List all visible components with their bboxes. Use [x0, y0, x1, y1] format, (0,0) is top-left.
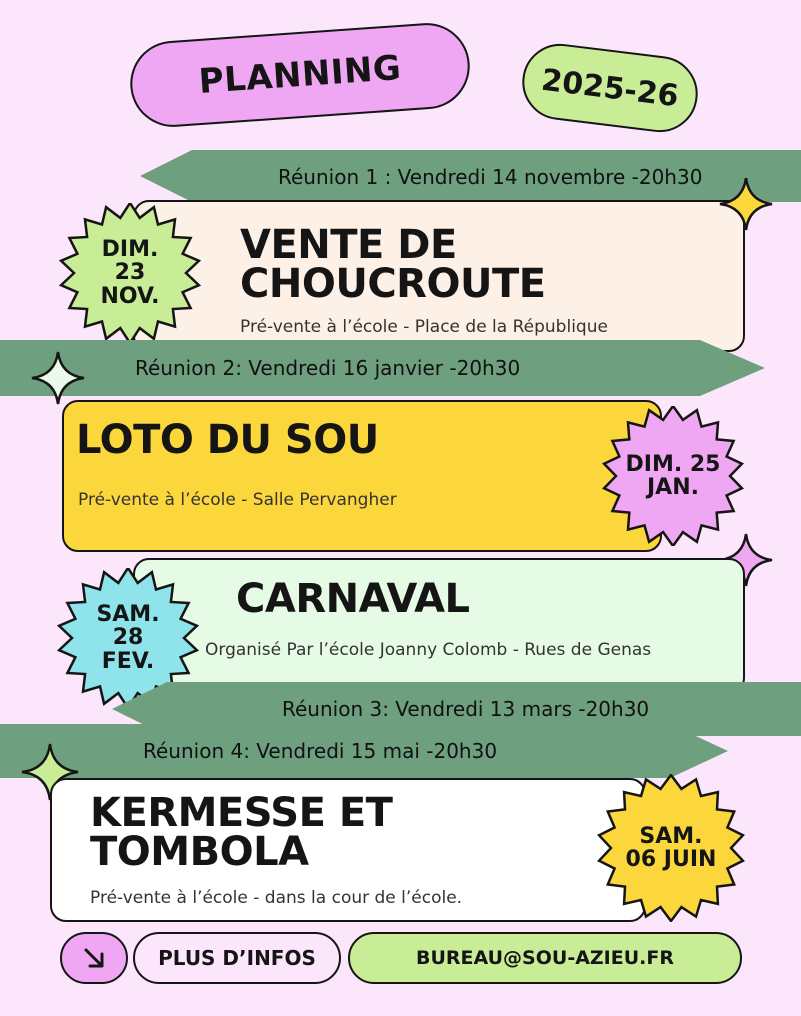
meeting-1-label: Réunion 1 : Vendredi 14 novembre -20h30	[278, 165, 703, 189]
sparkle-icon	[30, 350, 86, 406]
event-title-line: KERMESSE ET	[90, 790, 393, 836]
date-line: 23	[114, 260, 146, 286]
date-line: JAN.	[647, 475, 699, 500]
event-title-line: LOTO DU SOU	[76, 417, 379, 463]
event-title-choucroute	[240, 222, 546, 308]
event-subtitle-loto: Pré-vente à l’école - Salle Pervangher	[78, 490, 397, 510]
date-badge-choucroute	[55, 203, 205, 343]
arrow-down-right-icon	[80, 944, 108, 972]
date-line: SAM.	[639, 823, 703, 849]
year-badge	[518, 40, 702, 137]
meeting-3-label: Réunion 3: Vendredi 13 mars -20h30	[282, 697, 650, 721]
event-subtitle-choucroute: Pré-vente à l’école - Place de la République	[240, 317, 608, 337]
email-label: BUREAU@SOU-AZIEU.FR	[415, 947, 674, 969]
date-line: DIM.	[101, 237, 159, 263]
event-title-line: TOMBOLA	[90, 829, 309, 876]
more-info-label: PLUS D’INFOS	[158, 946, 316, 970]
email-link[interactable]	[348, 932, 742, 984]
event-title-line: CARNAVAL	[236, 576, 470, 622]
date-line: DIM. 25	[625, 451, 721, 477]
event-title-loto	[76, 417, 379, 463]
planning-title-text: PLANNING	[197, 47, 403, 103]
event-title-carnaval	[236, 576, 470, 622]
meeting-2-label: Réunion 2: Vendredi 16 janvier -20h30	[135, 356, 521, 380]
date-line: FEV.	[101, 648, 155, 674]
meeting-banner-4	[143, 726, 703, 776]
date-line: NOV.	[100, 283, 160, 309]
event-title-kermesse	[90, 790, 393, 876]
event-subtitle-carnaval: Organisé Par l’école Joanny Colomb - Rues de Genas	[205, 640, 652, 660]
event-subtitle-kermesse: Pré-vente à l’école - dans la cour de l’école.	[90, 888, 463, 908]
more-info-button[interactable]	[133, 932, 341, 984]
meeting-banner-2	[135, 343, 735, 393]
arrow-button[interactable]	[60, 932, 128, 984]
event-title-line: VENTE DE	[240, 222, 457, 268]
event-title-line: CHOUCROUTE	[240, 261, 546, 308]
date-line: 06 JUIN	[625, 847, 717, 872]
meeting-4-label: Réunion 4: Vendredi 15 mai -20h30	[143, 739, 498, 763]
date-badge-loto	[597, 406, 749, 546]
sparkle-icon	[718, 176, 774, 232]
year-text: 2025-26	[539, 62, 681, 114]
date-badge-kermesse	[592, 774, 750, 922]
date-line: SAM.	[96, 602, 160, 628]
date-line: 28	[112, 625, 144, 651]
planning-title	[127, 20, 472, 130]
